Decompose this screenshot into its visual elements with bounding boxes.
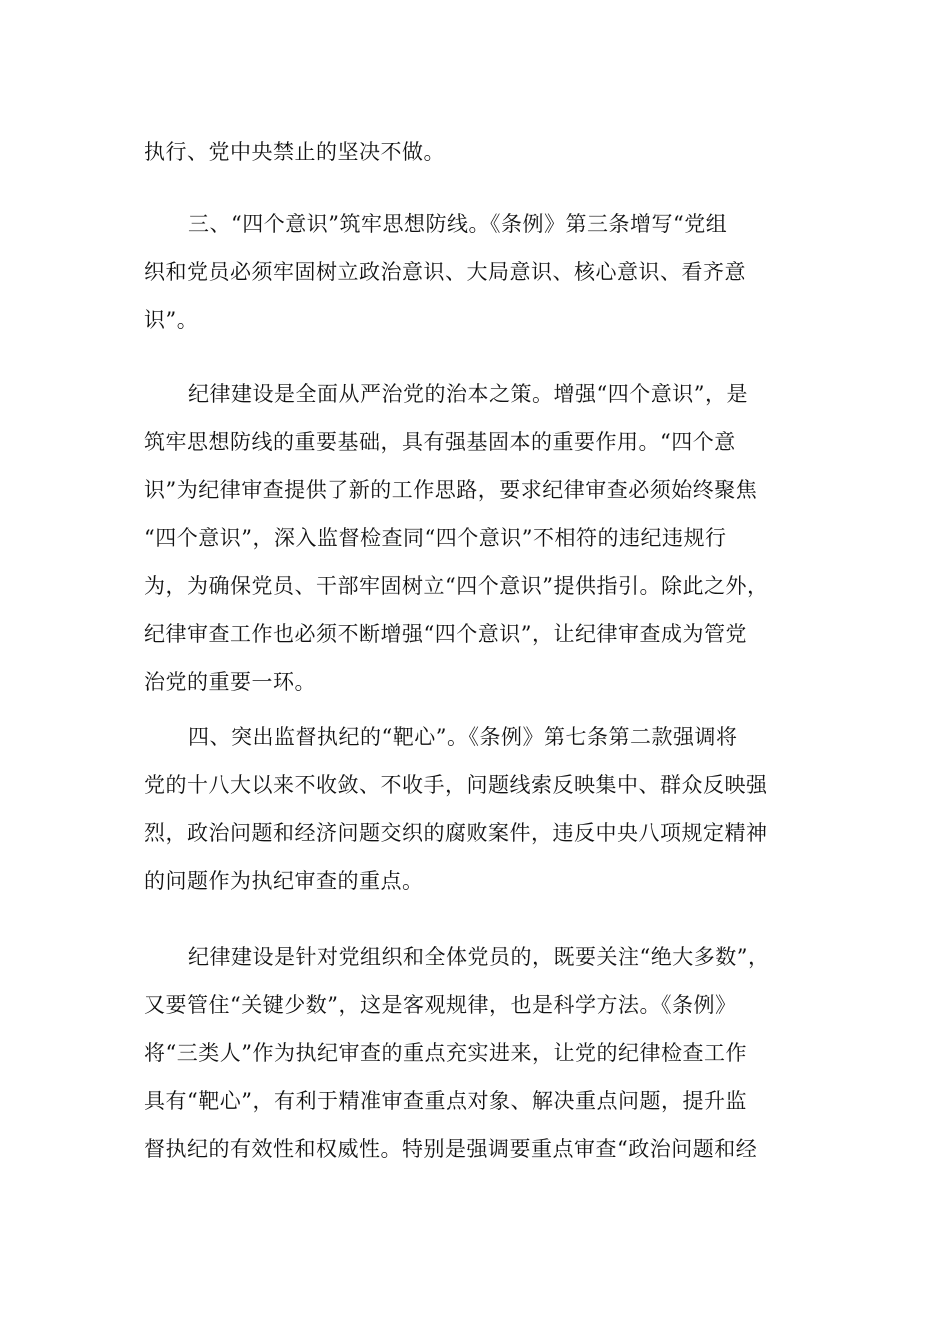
text-line: 四、突出监督执纪的“靶心”。《条例》第七条第二款强调将 xyxy=(188,725,738,749)
text-line: 三、“四个意识”筑牢思想防线。《条例》第三条增写“党组 xyxy=(188,212,728,236)
text-line: 党的十八大以来不收敛、不收手，问题线索反映集中、群众反映强 xyxy=(144,773,768,797)
paragraph-2-section-three-heading xyxy=(144,200,824,344)
text-line: “四个意识”，深入监督检查同“四个意识”不相符的违纪违规行 xyxy=(144,526,727,550)
paragraph-4-section-four-heading xyxy=(144,713,824,905)
text-line: 的问题作为执纪审查的重点。 xyxy=(144,869,424,893)
text-line: 为，为确保党员、干部牢固树立“四个意识”提供指引。除此之外， xyxy=(144,574,769,598)
text-line: 具有“靶心”，有利于精准审查重点对象、解决重点问题，提升监 xyxy=(144,1089,747,1113)
text-line: 识”。 xyxy=(144,308,199,332)
text-line: 又要管住“关键少数”，这是客观规律，也是科学方法。《条例》 xyxy=(144,993,737,1017)
text-line: 纪律审查工作也必须不断增强“四个意识”，让纪律审查成为管党 xyxy=(144,622,747,646)
text-line: 织和党员必须牢固树立政治意识、大局意识、核心意识、看齐意 xyxy=(144,260,746,284)
paragraph-3 xyxy=(144,370,824,706)
text-line: 治党的重要一环。 xyxy=(144,670,316,694)
paragraph-5 xyxy=(144,933,824,1173)
text-line: 识”为纪律审查提供了新的工作思路，要求纪律审查必须始终聚焦 xyxy=(144,478,758,502)
paragraph-1 xyxy=(144,128,824,176)
text-line: 将“三类人”作为执纪审查的重点充实进来，让党的纪律检查工作 xyxy=(144,1041,747,1065)
text-line: 纪律建设是针对党组织和全体党员的，既要关注“绝大多数”， xyxy=(188,945,770,969)
text-line: 纪律建设是全面从严治党的治本之策。增强“四个意识”，是 xyxy=(188,382,748,406)
text-line: 督执纪的有效性和权威性。特别是强调要重点审查“政治问题和经 xyxy=(144,1137,758,1161)
text-line: 烈，政治问题和经济问题交织的腐败案件，违反中央八项规定精神 xyxy=(144,821,768,845)
text-line: 执行、党中央禁止的坚决不做。 xyxy=(144,140,445,164)
text-line: 筑牢思想防线的重要基础，具有强基固本的重要作用。“四个意 xyxy=(144,430,736,454)
